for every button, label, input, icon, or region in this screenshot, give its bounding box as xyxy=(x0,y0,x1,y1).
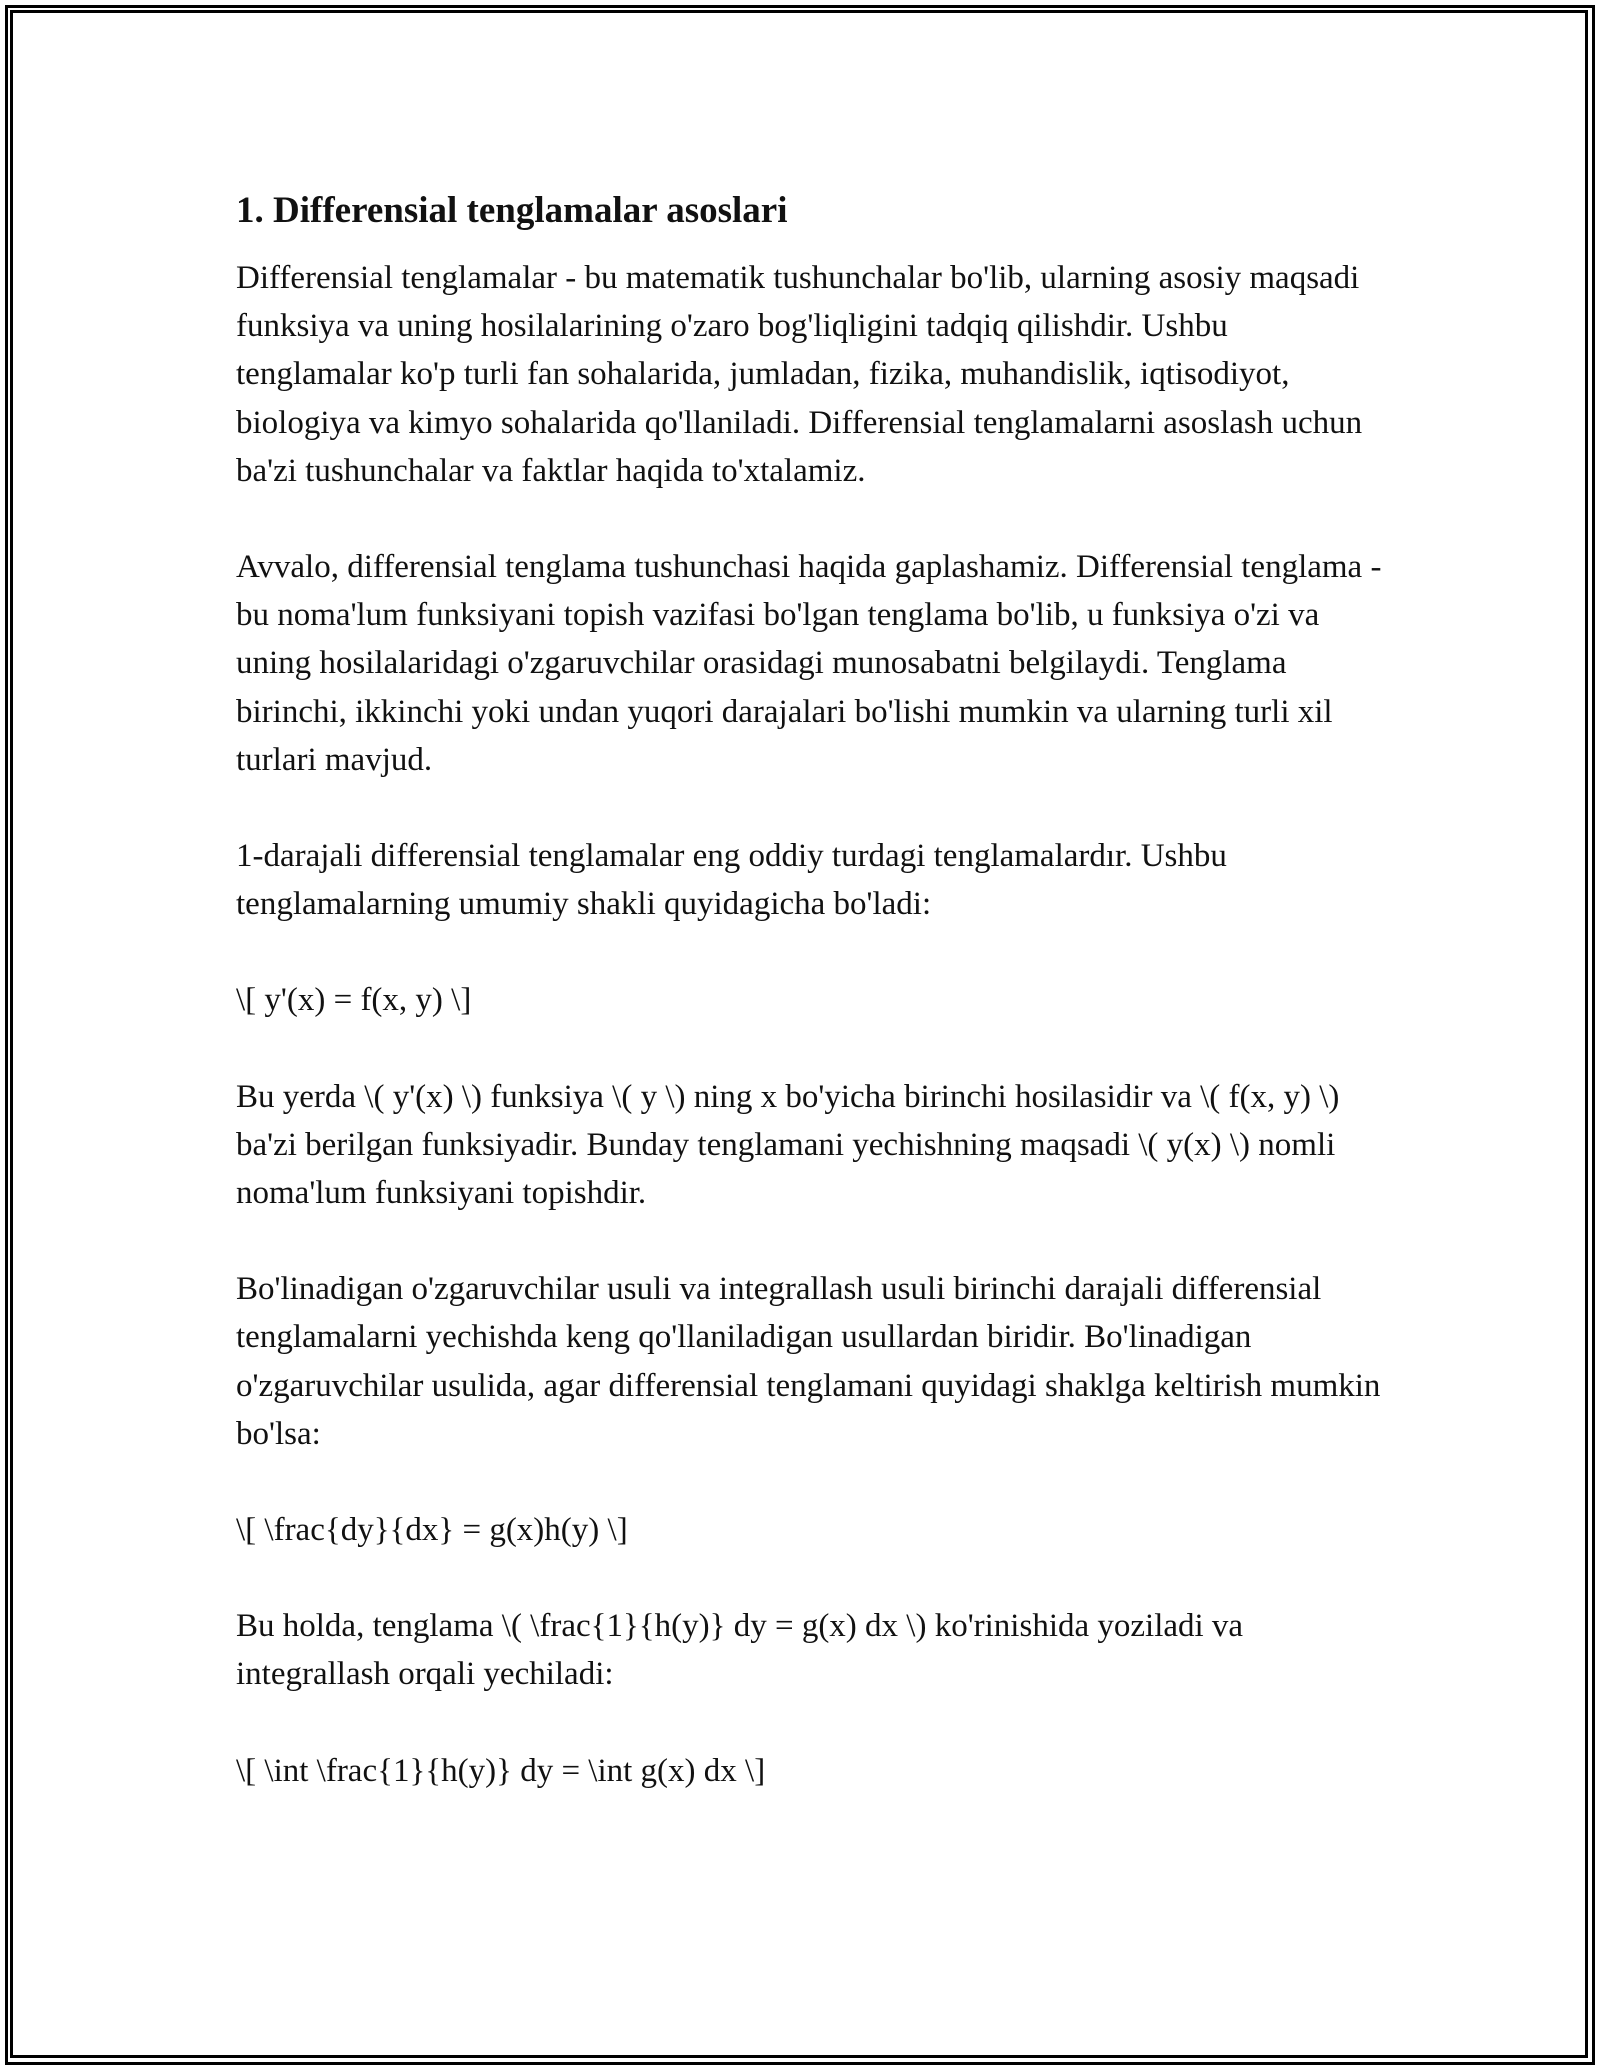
formula-separable: \[ \frac{dy}{dx} = g(x)h(y) \] xyxy=(236,1512,628,1549)
paragraph-first-order: 1-darajali differensial tenglamalar eng oddiy turdagi tenglamalardır. Ushbu tenglamalarning umumiy shakli quyidagicha bo'ladi: xyxy=(236,838,1227,923)
document-body xyxy=(236,186,1386,1795)
paragraph-separable: Bo'linadigan o'zgaruvchilar usuli va integrallash usuli birinchi darajali differensial tenglamalarni yechishda keng qo'llaniladigan usullardan biridir. Bo'linadigan o'zgaruvchilar usulida, agar differensial tenglamani quyidagi shaklga keltirish mumkin bo'lsa: xyxy=(236,1271,1381,1452)
formula-integral: \[ \int \frac{1}{h(y)} dy = \int g(x) dx \] xyxy=(236,1752,766,1789)
formula-first-order: \[ y'(x) = f(x, y) \] xyxy=(236,982,472,1019)
paragraph-integration: Bu holda, tenglama \( \frac{1}{h(y)} dy = g(x) dx \) ko'rinishida yoziladi va integrallash orqali yechiladi: xyxy=(236,1608,1244,1693)
paragraph-intro: Differensial tenglamalar - bu matematik tushunchalar bo'lib, ularning asosiy maqsadi funksiya va uning hosilalarining o'zaro bog'liqligini tadqiq qilishdir. Ushbu tenglamalar ko'p turli fan sohalarida, jumladan, fizika, muhandislik, iqtisodiyot, biologiya va kimyo sohalarida qo'llaniladi. Differensial tenglamalarni asoslash uchun ba'zi tushunchalar va faktlar haqida to'xtalamiz. xyxy=(236,260,1363,489)
section-title: 1. Differensial tenglamalar asoslari xyxy=(236,190,788,231)
paragraph-explanation: Bu yerda \( y'(x) \) funksiya \( y \) ning x bo'yicha birinchi hosilasidir va \( f(x, y) \) ba'zi berilgan funksiyadir. Bunday tenglamani yechishning maqsadi \( y(x) \) nomli noma'lum funksiyani topishdir. xyxy=(236,1078,1340,1212)
paragraph-definition: Avvalo, differensial tenglama tushunchasi haqida gaplashamiz. Differensial tenglama - bu noma'lum funksiyani topish vazifasi bo'lgan tenglama bo'lib, u funksiya o'zi va uning hosilalaridagi o'zgaruvchilar orasidagi munosabatni belgilaydi. Tenglama birinchi, ikkinchi yoki undan yuqori darajalari bo'lishi mumkin va ularning turli xil turlari mavjud. xyxy=(236,549,1382,778)
